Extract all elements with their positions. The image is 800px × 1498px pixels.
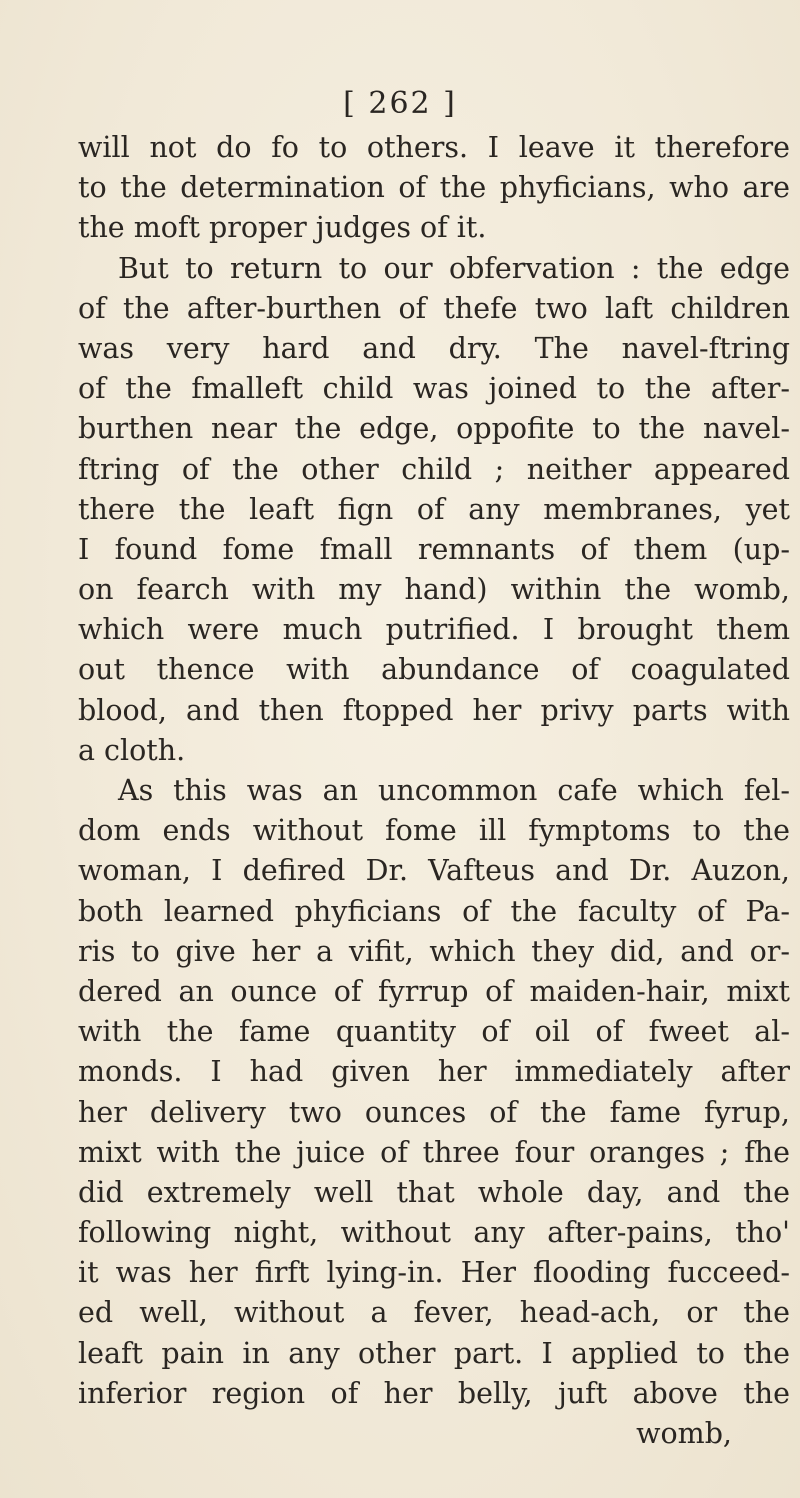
- text-line: I found fome fmall remnants of them (up-: [78, 532, 790, 566]
- page-number: [ 262 ]: [343, 86, 457, 121]
- text-line: As this was an uncommon cafe which fel-: [118, 774, 790, 807]
- text-line: ed well, without a fever, head-ach, or the: [78, 1296, 790, 1330]
- text-line: both learned phyficians of the faculty of Pa-: [78, 894, 790, 928]
- text-line: was very hard and dry. The navel-ftring: [78, 331, 790, 365]
- text-line: of the fmalleft child was joined to the after-: [78, 372, 790, 406]
- text-line: there the leaft fign of any membranes, yet: [78, 492, 790, 526]
- text-line: did extremely well that whole day, and the: [78, 1175, 790, 1209]
- text-line: ftring of the other child ; neither appeared: [78, 452, 790, 486]
- text-line: blood, and then ftopped her privy parts with: [78, 693, 790, 727]
- text-line: the moft proper judges of it.: [78, 211, 487, 245]
- text-line: inferior region of her belly, juft above the: [78, 1376, 790, 1410]
- text-line: which were much putrified. I brought them: [78, 613, 790, 647]
- text-line: But to return to our obfervation : the edge: [118, 251, 790, 285]
- text-line: it was her firft lying-in. Her flooding fucceed-: [78, 1256, 790, 1290]
- text-line: woman, I defired Dr. Vafteus and Dr. Auzon,: [78, 854, 790, 888]
- text-line: ris to give her a vifit, which they did, and or-: [78, 934, 790, 968]
- text-line: mixt with the juice of three four oranges ; fhe: [78, 1135, 790, 1169]
- text-line: with the fame quantity of oil of fweet al-: [78, 1015, 790, 1049]
- text-line: following night, without any after-pains, tho': [78, 1216, 790, 1250]
- body-text: [78, 128, 790, 1454]
- text-line: monds. I had given her immediately after: [78, 1055, 790, 1089]
- catchword: womb,: [636, 1417, 732, 1450]
- text-line: on fearch with my hand) within the womb,: [78, 573, 790, 607]
- text-line: out thence with abundance of coagulated: [78, 653, 790, 687]
- text-line: leaft pain in any other part. I applied to the: [78, 1336, 790, 1370]
- text-line: dom ends without fome ill fymptoms to the: [78, 814, 790, 848]
- text-line: a cloth.: [78, 733, 186, 767]
- text-line: dered an ounce of fyrrup of maiden-hair, mixt: [78, 974, 790, 1008]
- text-line: of the after-burthen of thefe two laft children: [78, 291, 790, 325]
- text-line: will not do fo to others. I leave it therefore: [78, 131, 790, 164]
- text-line: burthen near the edge, oppofite to the navel-: [78, 412, 790, 446]
- text-line: to the determination of the phyficians, who are: [78, 171, 790, 205]
- text-line: her delivery two ounces of the fame fyrup,: [78, 1095, 790, 1129]
